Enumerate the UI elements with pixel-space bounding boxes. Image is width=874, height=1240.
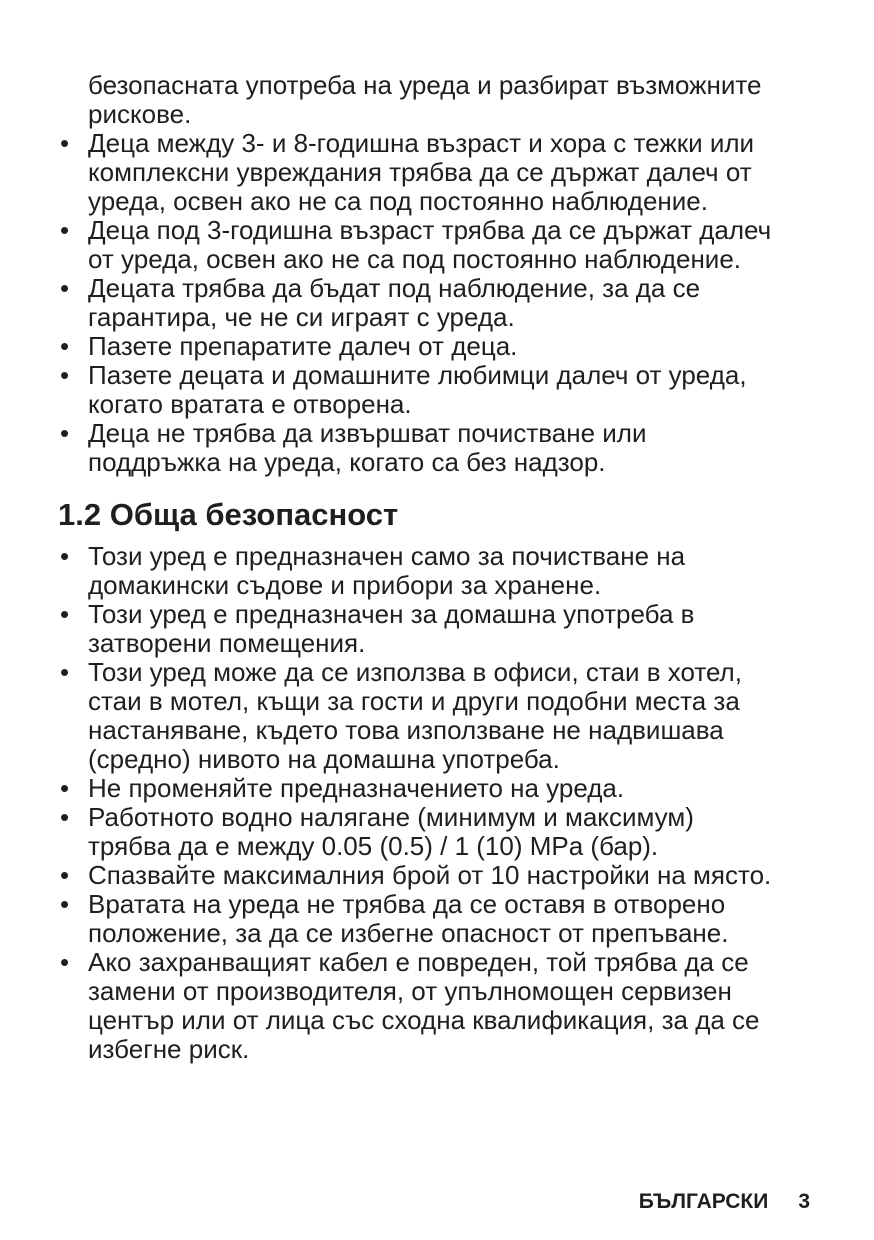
list-item [58, 774, 824, 803]
list-item [58, 332, 824, 361]
text-line: комплексни увреждания трябва да се държат далеч от [88, 157, 752, 187]
list-item [58, 361, 824, 419]
text-line: стаи в мотел, къщи за гости и други подобни места за [88, 686, 740, 716]
footer-language-label: БЪЛГАРСКИ [638, 1190, 769, 1213]
text-line: уреда, освен ако не са под постоянно наблюдение. [88, 186, 708, 216]
bullet-icon: • [60, 860, 70, 890]
bullet-icon: • [60, 889, 70, 919]
footer-page-number: 3 [798, 1190, 810, 1213]
text-line: рискове. [88, 99, 192, 129]
text-line: затворени помещения. [88, 628, 366, 658]
text-line: гарантира, че не си играят с уреда. [88, 302, 515, 332]
list-item-text [88, 890, 824, 948]
list-item-text [88, 129, 824, 216]
list-item-text [88, 332, 824, 361]
text-line: Деца не трябва да извършват почистване или [88, 418, 647, 448]
text-line: център или от лица със сходна квалификация, за да се [88, 1005, 760, 1035]
text-line: Децата трябва да бъдат под наблюдение, за да се [88, 273, 701, 303]
text-line: Ако захранващият кабел е повреден, той трябва да се [88, 947, 749, 977]
list-item-text [88, 361, 824, 419]
page-content [58, 71, 824, 1064]
text-line: замени от производителя, от упълномощен сервизен [88, 976, 732, 1006]
list-item [58, 419, 824, 477]
section-heading-1-2: 1.2 Обща безопасност [58, 497, 399, 532]
bullet-icon: • [60, 657, 70, 687]
list-item-text [88, 419, 824, 477]
text-line: Този уред е предназначен само за почистване на [88, 541, 686, 571]
list-item-text [88, 948, 824, 1064]
list-item [58, 600, 824, 658]
text-line: Пазете децата и домашните любимци далеч от уреда, [88, 360, 747, 390]
text-line: трябва да е между 0.05 (0.5) / 1 (10) MPa (бар). [88, 831, 659, 861]
bullet-icon: • [60, 947, 70, 977]
safety-bullet-list-general [58, 542, 824, 1064]
bullet-icon: • [60, 541, 70, 571]
list-item-text [88, 774, 824, 803]
list-item-text [88, 861, 824, 890]
list-item [58, 890, 824, 948]
continued-paragraph [58, 71, 824, 129]
list-item [58, 861, 824, 890]
list-item [58, 803, 824, 861]
list-item-text [88, 274, 824, 332]
text-line: Деца под 3-годишна възраст трябва да се държат далеч [88, 215, 772, 245]
text-line: когато вратата е отворена. [88, 389, 412, 419]
text-line: настаняване, където това използване не надвишава [88, 715, 724, 745]
text-line: от уреда, освен ако не са под постоянно наблюдение. [88, 244, 742, 274]
page-footer [639, 1189, 810, 1215]
list-item-text [88, 658, 824, 774]
text-line: Вратата на уреда не трябва да се оставя в отворено [88, 889, 726, 919]
text-line: положение, за да се избегне опасност от препъване. [88, 918, 729, 948]
bullet-icon: • [60, 215, 70, 245]
text-line: избегне риск. [88, 1034, 250, 1064]
list-item-text [88, 542, 824, 600]
bullet-icon: • [60, 418, 70, 448]
list-item [58, 129, 824, 216]
bullet-icon: • [60, 128, 70, 158]
bullet-icon: • [60, 360, 70, 390]
list-item [58, 948, 824, 1064]
bullet-icon: • [60, 599, 70, 629]
text-line: поддръжка на уреда, когато са без надзор. [88, 447, 606, 477]
bullet-icon: • [60, 331, 70, 361]
list-item [58, 542, 824, 600]
list-item [58, 274, 824, 332]
bullet-icon: • [60, 273, 70, 303]
list-item-text [88, 600, 824, 658]
text-line: Не променяйте предназначението на уреда. [88, 773, 625, 803]
text-line: Този уред може да се използва в офиси, стаи в хотел, [88, 657, 742, 687]
bullet-icon: • [60, 773, 70, 803]
list-item [58, 658, 824, 774]
safety-bullet-list-children [58, 129, 824, 477]
text-line: Деца между 3- и 8-годишна възраст и хора с тежки или [88, 128, 755, 158]
text-line: Работното водно налягане (минимум и максимум) [88, 802, 694, 832]
bullet-icon: • [60, 802, 70, 832]
list-item-text [88, 216, 824, 274]
list-item [58, 216, 824, 274]
text-line: (средно) нивото на домашна употреба. [88, 744, 560, 774]
text-line: Пазете препаратите далеч от деца. [88, 331, 518, 361]
text-line: домакински съдове и прибори за хранене. [88, 570, 602, 600]
text-line: Този уред е предназначен за домашна употреба в [88, 599, 695, 629]
list-item-text [88, 803, 824, 861]
text-line: Спазвайте максималния брой от 10 настройки на място. [88, 860, 772, 890]
text-line: безопасната употреба на уреда и разбират възможните [88, 70, 762, 100]
